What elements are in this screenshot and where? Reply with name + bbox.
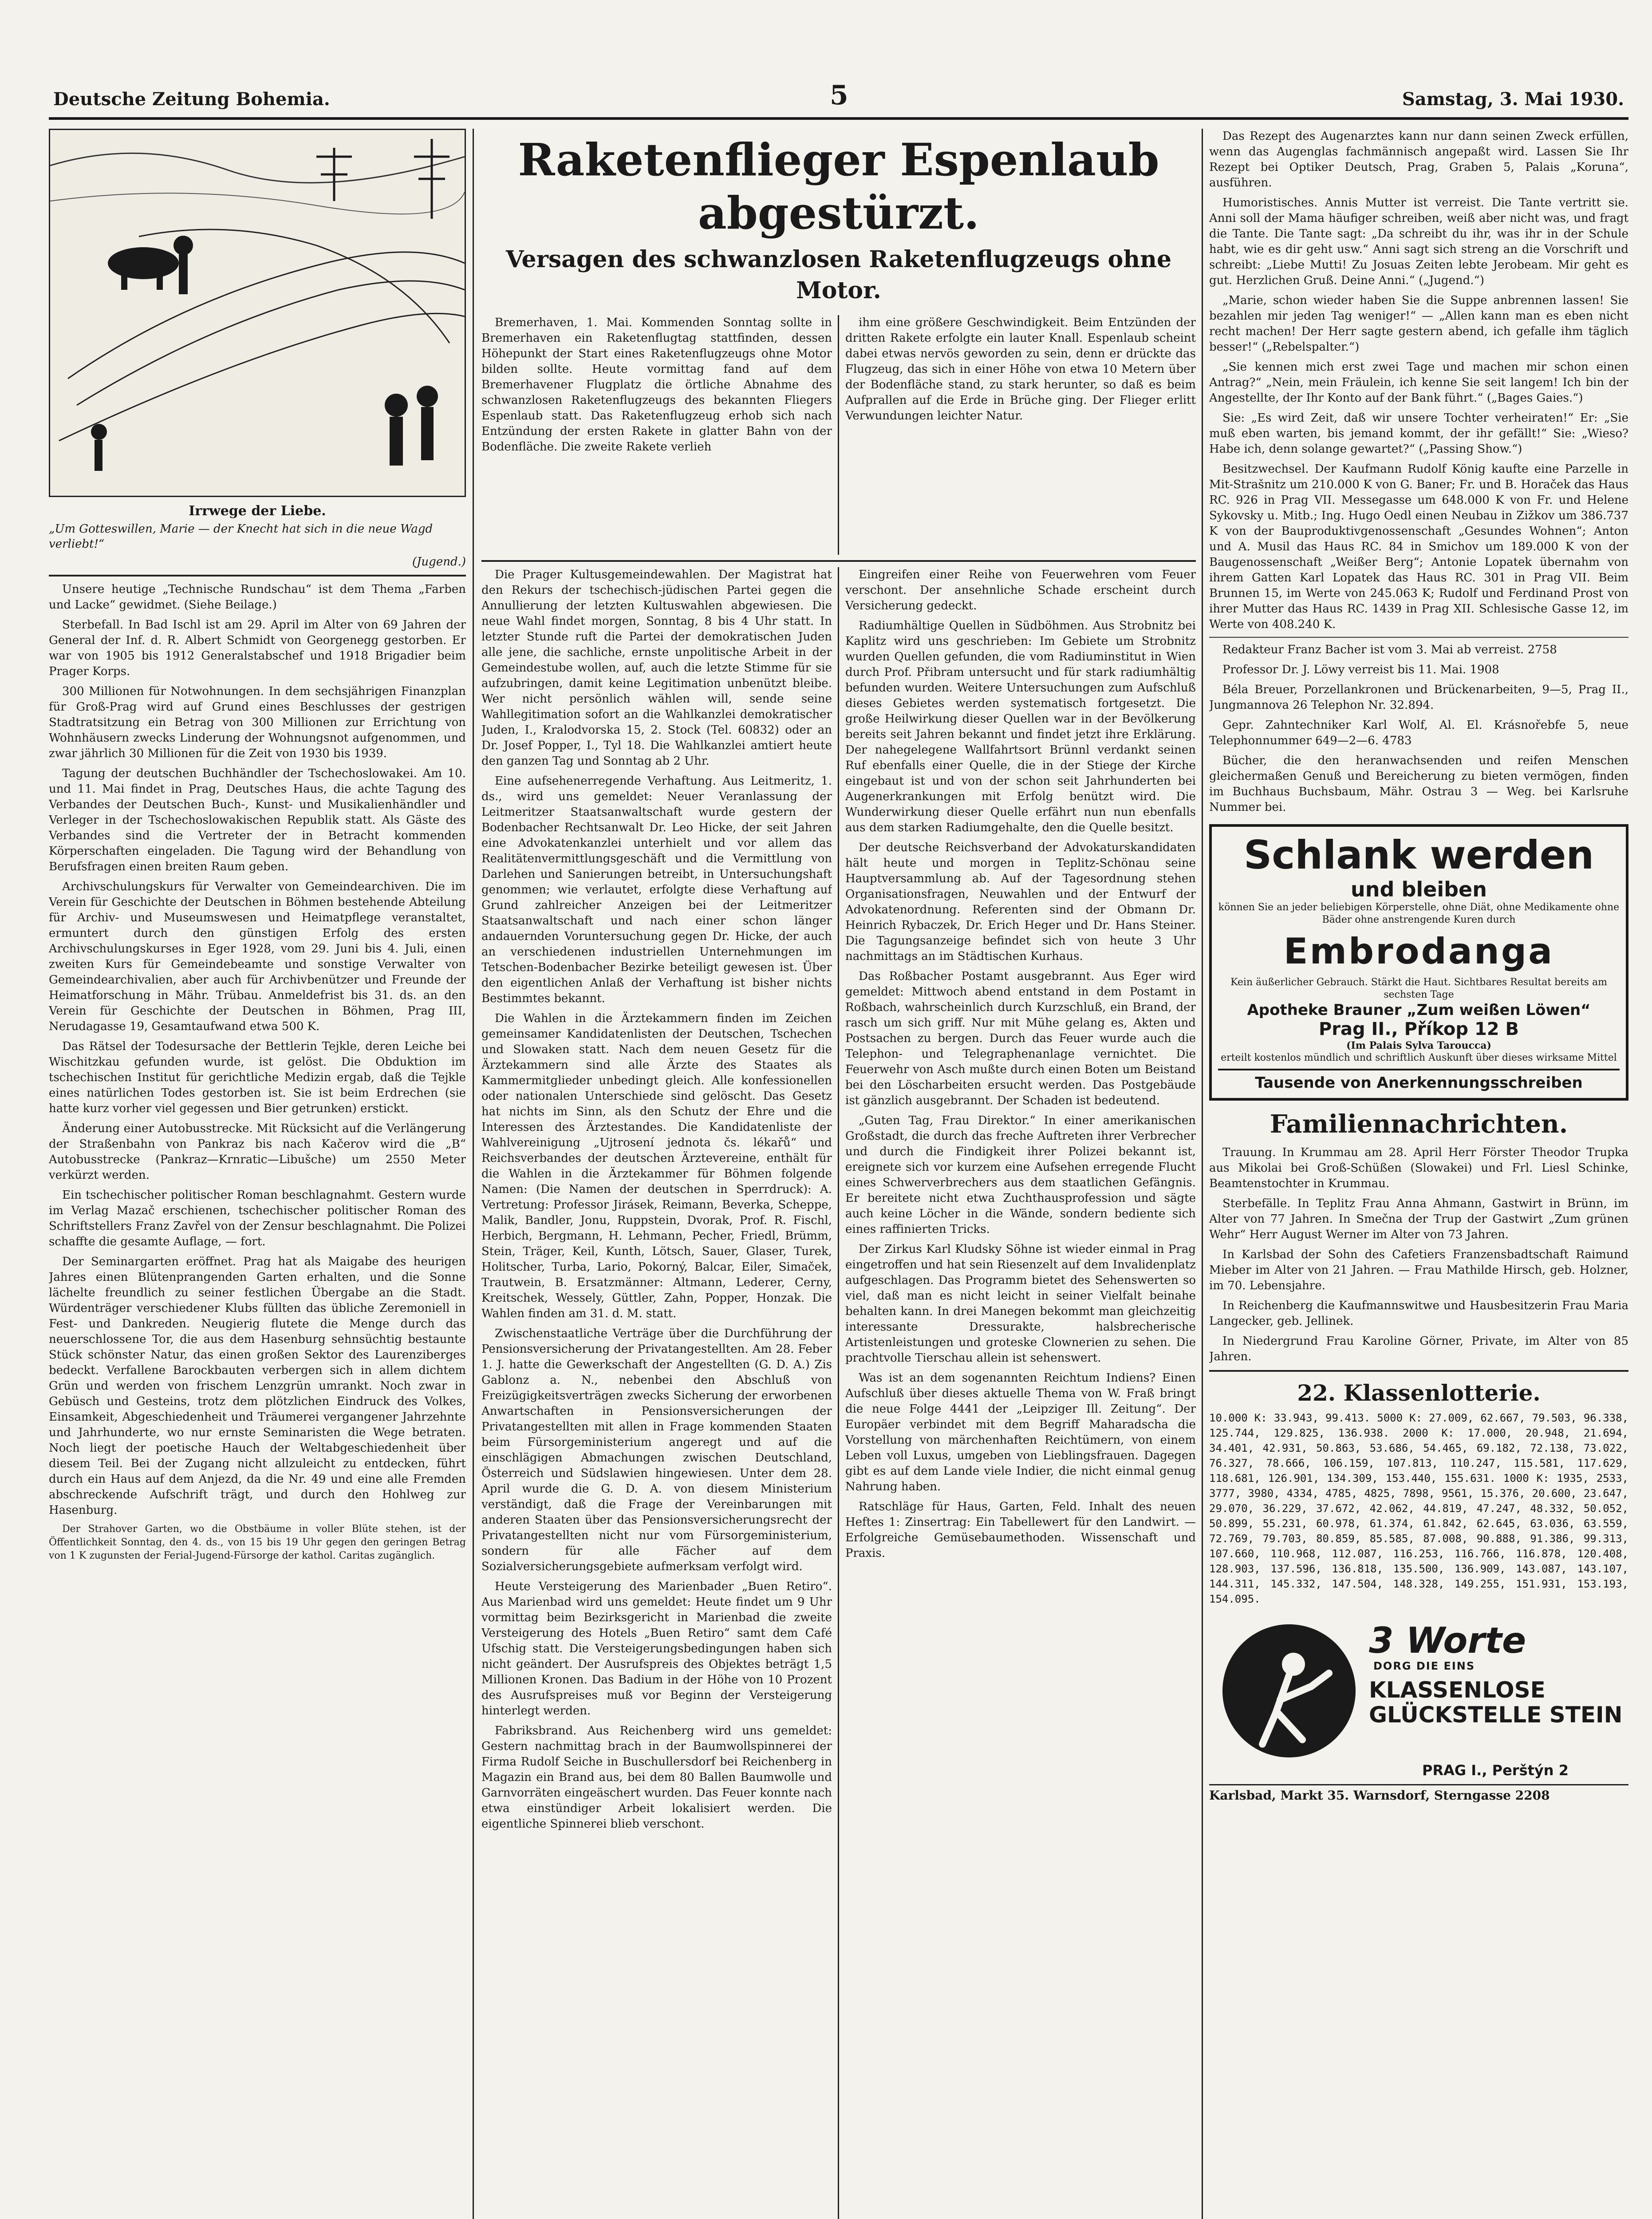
ad-address-note: (Im Palais Sylva Taroucca) bbox=[1346, 1040, 1491, 1051]
article-paragraph: Unsere heutige „Technische Rundschau“ ist dem Thema „Farben und Lacke“ gewidmet. (Siehe Beilage.) bbox=[49, 583, 466, 612]
ad-brand: Embrodanga bbox=[1283, 931, 1554, 972]
illustration-credit: (Jugend.) bbox=[412, 555, 466, 569]
newspaper-page bbox=[49, 75, 1628, 2219]
illustration-title: Irrwege der Liebe. bbox=[189, 503, 326, 519]
article-paragraph: Ratschläge für Haus, Garten, Feld. Inhalt des neuen Heftes 1: Zinsertrag: Ein Tabellewert für den Landwirt. — Erfolgreiche Gemüsebaumethoden. Wissenschaft und Praxis. bbox=[845, 1500, 1196, 1560]
news-columns bbox=[481, 567, 1196, 2219]
article-paragraph: Ein tschechischer politischer Roman beschlagnahmt. Gestern wurde im Verlag Mazač erschienen, tschechischer politischer Roman des Schriftstellers Franz Zavřel von der Zensur beschlagnahmt. Die Polizei schaffte die gesamte Auflage, — fort. bbox=[49, 1188, 466, 1248]
left-column bbox=[49, 129, 466, 2219]
family-notice: Sterbefälle. In Teplitz Frau Anna Ahmann, Gastwirt in Brünn, im Alter von 77 Jahren. In Smečna der Trup der Gastwirt „Zum grünen Wehr“ Herr August Werner im Alter von 73 Jahren. bbox=[1209, 1197, 1628, 1241]
article-paragraph: ihm eine größere Geschwindigkeit. Beim Entzünden der dritten Rakete erfolgte ein lauter Knall. Espenlaub scheint dabei etwas nervös geworden zu sein, denn er drückte das Flugzeug, das sich in einer Höhe von etwa 10 Metern über der Bodenfläche stand, zu stark herunter, so daß es beim Aufprallen auf die Erde in Brüche ging. Der Flieger erlitt Verwundungen leichter Natur. bbox=[845, 316, 1196, 422]
main-subheadline: Versagen des schwanzlosen Raketenflugzeugs ohne Motor. bbox=[505, 246, 1172, 304]
issue-date: Samstag, 3. Mai 1930. bbox=[1402, 89, 1624, 110]
farm-scene-illustration bbox=[50, 130, 465, 496]
article-paragraph: Humoristisches. Annis Mutter ist verreist. Die Tante vertritt sie. Anni soll der Mama häufiger schreiben, weiß aber nicht was, und fragt die Tante. Die Tante sagt: „Da schreibt du ihr, was ihr in der Schule habt, wie es dir geht usw.“ Anni sagt sich streng an die Vorschrift und schreibt: „Liebe Mutti! Zu Josuas Zeiten lebte Jerobeam. Mir geht es gut. Herzlichen Gruß. Deine Anni.“ („Jugend.“) bbox=[1209, 196, 1628, 287]
article-paragraph: Besitzwechsel. Der Kaufmann Rudolf König kaufte eine Parzelle in Mit-Strašnitz um 210.000 K von G. Baner; Fr. und B. Horaček das Haus RC. 926 in Prag VII. Messegasse um 648.000 K von Fr. und Helene Sykovsky u. Mitb.; Ing. Hugo Oedl einen Neubau in Zižkov um 386.737 K von der Bauproduktivgenossenschaft „Gesundes Wohnen“; Anton und A. Musil das Haus RC. 84 in Smichov um 189.000 K von der Baugenossenschaft „Weißer Berg“; Antonie Lopatek übernahm von ihrem Gatten Karl Lopatek das Haus RC. 301 in Prag VII. Beim Brunnen 15, im Werte von 245.063 K; Rudolf und Ferdinand Prost von ihrer Mutter das Haus RC. 1439 in Prag XII. Schlesische Gasse 12, im Werte von 408.240 K. bbox=[1209, 462, 1628, 631]
family-news-heading: Familiennachrichten. bbox=[1270, 1110, 1568, 1139]
ad-tagline: DORG DIE EINS bbox=[1373, 1660, 1475, 1672]
ad-logo-text: 3 Worte bbox=[1369, 1620, 1526, 1661]
optician-notice: Das Rezept des Augenarztes kann nur dann seinen Zweck erfüllen, wenn das Augenglas fachmännisch angepaßt wird. Lassen Sie Ihr Rezept bei Optiker Deutsch, Prag, Graben 5, Palais „Koruna“, ausführen. bbox=[1209, 130, 1628, 190]
classified-notice: Gepr. Zahntechniker Karl Wolf, Al. El. Krásnořebfe 5, neue Telephonnummer 649—2—6. 4783 bbox=[1209, 719, 1628, 747]
article-paragraph: Heute Versteigerung des Marienbader „Buen Retiro“. Aus Marienbad wird uns gemeldet: Heute findet um 9 Uhr vormittag beim Bezirksgericht in Marienbad die zweite Versteigerung des Hotels „Buen Retiro“ samt dem Café Ufschig statt. Die Versteigerungsbedingungen haben sich nicht geändert. Der Ausrufspreis des Objektes beträgt 1,5 Millionen Kronen. Das Badium in der Höhe von 10 Prozent des Ausrufspreises muß vor Beginn der Versteigerung hinterlegt werden. bbox=[481, 1580, 832, 1718]
ad-title: Schlank werden bbox=[1243, 832, 1594, 878]
article-paragraph: „Marie, schon wieder haben Sie die Suppe anbrennen lassen! Sie bezahlen mir jeden Tag weniger!“ — „Allen kann man es eben nicht recht machen! Der Herr sagte gestern abend, ich gefalle ihm täglich besser!“ („Rebelspalter.“) bbox=[1209, 294, 1628, 354]
ad-text: können Sie an jeder beliebigen Körperstelle, ohne Diät, ohne Medikamente ohne Bäder ohne anstrengende Kuren durch bbox=[1218, 902, 1620, 925]
page-number: 5 bbox=[830, 80, 848, 111]
divider bbox=[49, 575, 466, 576]
divider bbox=[1209, 1370, 1628, 1372]
article-paragraph: Sie: „Es wird Zeit, daß wir unsere Tochter verheiraten!“ Er: „Sie muß eben warten, bis jemand kommt, der ihr gefällt!“ Sie: „Wieso? Habe ich, denn solange gewartet?“ („Passing Show.“) bbox=[1209, 411, 1628, 456]
main-headline: Raketenflieger Espenlaub abgestürzt. bbox=[518, 134, 1159, 239]
lead-article bbox=[481, 315, 1196, 555]
column-divider bbox=[1202, 129, 1203, 2219]
embrodanga-advertisement bbox=[1209, 824, 1628, 1101]
article-paragraph: 300 Millionen für Notwohnungen. In dem sechsjährigen Finanzplan für Groß-Prag wird auf Grund eines Beschlusses der gestrigen Stadtratsitzung ein Betrag von 300 Millionen zur Errichtung von Wohnhäusern zwecks Linderung der Wohnungsnot aufgenommen, und zwar jährlich 30 Millionen für die Zeit von 1930 bis 1939. bbox=[49, 685, 466, 760]
classified-notice: Professor Dr. J. Löwy verreist bis 11. Mai. 1908 bbox=[1222, 663, 1499, 676]
divider bbox=[481, 560, 1196, 562]
ad-text: Kein äußerlicher Gebrauch. Stärkt die Haut. Sichtbares Resultat bereits am sechsten Tage bbox=[1230, 977, 1607, 1000]
article-paragraph: Tagung der deutschen Buchhändler der Tschechoslowakei. Am 10. und 11. Mai findet in Prag, Deutsches Haus, die achte Tagung des Verbandes der Deutschen Buch-, Kunst- und Musikalienhändler und Verleger in der Tschechoslowakischen Republik statt. Als Gäste des Verbandes sind die Vertreter der in Betracht kommenden Körperschaften eingeladen. Die Tagung wird der Behandlung von Berufsfragen einen breiten Raum geben. bbox=[49, 767, 466, 873]
article-paragraph: Radiumhältige Quellen in Südböhmen. Aus Strobnitz bei Kaplitz wird uns geschrieben: Im Gebiete um Strobnitz wurden Quellen gefunden, die vom Radiuminstitut in Wien durch Prof. Přibram untersucht und für stark radiumhältig befunden wurden. Weitere Untersuchungen zum Aufschluß dieses Gebietes werden systematisch fortgesetzt. Die große Heilwirkung dieser Quellen war in der Bevölkerung bereits seit Jahren bekannt und findet jetzt ihre Erklärung. Der nahegelegene Wallfahrtsort Brünnl verdankt seinen Ruf ebenfalls einer Quelle, die in der Stiege der Kirche eingebaut ist und von der schon seit Jahrhunderten bei Augenerkrankungen mit Erfolg benützt wird. Die Wunderwirkung dieser Quelle erfährt nun nun ebenfalls aus dem starken Radiumgehalte, den die Quelle besitzt. bbox=[845, 619, 1196, 834]
article-paragraph: Sterbefall. In Bad Ischl ist am 29. April im Alter von 69 Jahren der General der Inf. d. R. Albert Schmidt von Georgenegg gestorben. Er war von 1905 bis 1912 Generalstabschef und 1918 Brigadier beim Prager Korps. bbox=[49, 618, 466, 678]
right-column bbox=[1209, 129, 1628, 2219]
stein-lottery-advertisement bbox=[1209, 1615, 1628, 1802]
column-divider bbox=[838, 567, 839, 2219]
ad-address: PRAG I., Perštýn 2 bbox=[1422, 1762, 1569, 1779]
masthead bbox=[49, 75, 1628, 120]
divider bbox=[1209, 637, 1628, 638]
article-paragraph: Zwischenstaatliche Verträge über die Durchführung der Pensionsversicherung der Privatangestellten. Am 28. Feber 1. J. hatte die Gewerkschaft der Angestellten (G. D. A.) Zis Gablonz a. N., nebenbei den Abschluß von Freizügigkeitsverträgen zwecks Sicherung der erworbenen Anwartschaften in Pensionsversicherungen der Privatangestellten mit allen in Frage kommenden Staaten beim Fürsorgeministerium angeregt und auf die einschlägigen Abmachungen zwischen Deutschland, Österreich und Südslawien hingewiesen. Unter dem 28. April wurde die G. D. A. von diesem Ministerium verständigt, daß die Frage der Vereinbarungen mit anderen Staaten über das Pensionsversicherungsrecht der Privatangestellten nicht nur vom Fürsorgeministerium, sondern für alle Fächer auf dem Sozialversicherungsgebiete aufmerksam verfolgt wird. bbox=[481, 1327, 832, 1573]
classified-notice: Bücher, die den heranwachsenden und reifen Menschen gleichermaßen Genuß und Bereicherung zu bieten vermögen, finden im Buchhaus Buchsbaum, Mähr. Ostrau 3 — Weg. bei Karlsruhe Nummer bei. bbox=[1209, 754, 1628, 814]
article-paragraph: Der Seminargarten eröffnet. Prag hat als Maigabe des heurigen Jahres einen Blütenprangenden Garten erhalten, und die Sonne lächelte freundlich zu seiner festlichen Übergabe an die Stadt. Würdenträger verschiedener Klubs füllten das übliche Zeremoniell in Fest- und Dankreden. Neugierig flutete die Menge durch das neuerschlossene Tor, die aus dem Hasenburg sehnsüchtig bestaunte Stück schönster Natur, das einen großen Sektor des Laurenziberges bedeckt. Verfallene Barockbauten verbergen sich in allem dichtem Grün und werden von frischem Lenzgrün umrankt. Noch zwar in Gebüsch und Gesteins, trotz dem plötzlichen Eindruck des Volkes, Einsamkeit, Abgeschiedenheit und Träumerei vergangener Jahrzehnte und Jahrhunderte, wo nur ernste Seminaristen die Wege betraten. Noch liegt der poetische Hauch der Weltabgeschiedenheit über diesem Teil. Bei der Zugang nicht allzuleicht zu entdecken, führt durch ein Haus auf dem Anjezd, da die Nr. 49 und eine alle Fremden abschreckende Aufschrift trägt, und durch den Hohlweg zur Hasenburg. bbox=[49, 1255, 466, 1517]
article-paragraph: Eine aufsehenerregende Verhaftung. Aus Leitmeritz, 1. ds., wird uns gemeldet: Neuer Veranlassung der Leitmeritzer Staatsanwaltschaft wurde gestern der Bodenbacher Rechtsanwalt Dr. Leo Hicke, der seit Jahren eine Advokatenkanzlei unterhielt und vor allem das Realitätenvermittlungsgeschäft und die Vermittlung von Darlehen und Sanierungen betreibt, in Untersuchungshaft genommen; wie verlautet, erfolgte diese Verhaftung auf Grund zahlreicher Anzeigen bei der Leitmeritzer Staatsanwaltschaft und nach einer schon länger andauernden Voruntersuchung gegen Dr. Hicke, der auch an verschiedenen industriellen Unternehmungen im Tetschen-Bodenbacher Bezirke beteiligt gewesen ist. Über den eigentlichen Anlaß der Verhaftung ist bisher nichts Bestimmtes bekannt. bbox=[481, 774, 832, 1005]
newspaper-name: Deutsche Zeitung Bohemia. bbox=[53, 89, 330, 110]
column-divider bbox=[838, 315, 839, 555]
article-paragraph: Fabriksbrand. Aus Reichenberg wird uns gemeldet: Gestern nachmittag brach in der Baumwollspinnerei der Firma Rudolf Seiche in Buschullersdorf bei Reichenberg in Magazin ein Brand aus, bei dem 80 Ballen Baumwolle und Garnvorräten eingeäschert wurden. Das Feuer konnte nach etwa einstündiger Arbeit lokalisiert werden. Die eigentliche Spinnerei blieb verschont. bbox=[481, 1724, 832, 1831]
ad-subtitle: und bleiben bbox=[1351, 877, 1487, 901]
article-paragraph: Das Roßbacher Postamt ausgebrannt. Aus Eger wird gemeldet: Mittwoch abend entstand in dem Postamt in Roßbach, wahrscheinlich durch Kurzschluß, ein Brand, der rasch um sich griff. Nur mit Mühe gelang es, Akten und Postsachen zu bergen. Durch das Feuer wurde auch die Telephon- und Telegraphenanlage vernichtet. Die Feuerwehr von Asch mußte durch einen Boten um Beistand bei den Löscharbeiten ersucht werden. Das Postgebäude ist gänzlich ausgebrannt. Der Schaden ist bedeutend. bbox=[845, 970, 1196, 1107]
family-notice: In Reichenberg die Kaufmannswitwe und Hausbesitzerin Frau Maria Langecker, geb. Jellinek. bbox=[1209, 1299, 1628, 1328]
article-paragraph: Der deutsche Reichsverband der Advokaturskandidaten hält heute und morgen in Teplitz-Schönau seine Hauptversammlung ab. Auf der Tagesordnung stehen Organisationsfragen, Neuwahlen und der Entwurf der Advokatenordnung. Referenten sind der Obmann Dr. Heinrich Rybaczek, Dr. Erich Heger und Dr. Hans Steiner. Die Tagungsanzeige befindet sich von heute 3 Uhr nachmittags an im Städtischen Kurhaus. bbox=[845, 841, 1196, 963]
classified-notice: Béla Breuer, Porzellankronen und Brückenarbeiten, 9—5, Prag II., Jungmannova 26 Telephon Nr. 32.894. bbox=[1209, 683, 1628, 712]
classified-notice: Redakteur Franz Bacher ist vom 3. Mai ab verreist. 2758 bbox=[1222, 643, 1557, 656]
article-paragraph: Das Rätsel der Todesursache der Bettlerin Tejkle, deren Leiche bei Wischitzkau gefunden wurde, ist gelöst. Die Obduktion im tschechischen Institut für gerichtliche Medizin ergab, daß die Tejkle eines natürlichen Todes gestorben ist. Sie ist beim Erdrechen (sie hatte kurz vorher viel gegessen und Bier getrunken) erstickt. bbox=[49, 1040, 466, 1115]
ad-business-name: KLASSENLOSE GLÜCKSTELLE STEIN bbox=[1369, 1677, 1623, 1728]
ad-pharmacy: Apotheke Brauner „Zum weißen Löwen“ bbox=[1247, 1001, 1591, 1019]
family-notice: In Niedergrund Frau Karoline Görner, Private, im Alter von 85 Jahren. bbox=[1209, 1335, 1628, 1363]
ad-address: Prag II., Příkop 12 B bbox=[1318, 1019, 1519, 1039]
illustration-caption: „Um Gotteswillen, Marie — der Knecht hat sich in die neue Wagd verliebt!“ bbox=[49, 522, 433, 551]
article-paragraph: Bremerhaven, 1. Mai. Kommenden Sonntag sollte in Bremerhaven ein Raketenflugtag stattfinden, dessen Höhepunkt der Start eines Raketenflugzeugs ohne Motor bilden sollte. Heute vormittag fand auf dem Bremerhavener Flugplatz die örtliche Abnahme des schwanzlosen Raketenflugzeugs des bekannten Fliegers Espenlaub statt. Das Raketenflugzeug erhob sich nach Entzündung der ersten Rakete in glatter Bahn von der Bodenfläche. Die zweite Rakete verlieh bbox=[481, 316, 832, 454]
illustration bbox=[49, 129, 466, 497]
article-paragraph: Eingreifen einer Reihe von Feuerwehren vom Feuer verschont. Der ansehnliche Schade erscheint durch Versicherung gedeckt. bbox=[845, 568, 1196, 612]
family-notice: Trauung. In Krummau am 28. April Herr Förster Theodor Trupka aus Mikolai bei Groß-Schüßen (Slowakei) und Frl. Liesl Schinke, Beamtenstochter in Krummau. bbox=[1209, 1146, 1628, 1190]
column-divider bbox=[473, 129, 474, 2219]
center-column bbox=[481, 129, 1196, 2219]
lottery-results: 10.000 K: 33.943, 99.413. 5000 K: 27.009, 62.667, 79.503, 96.338, 125.744, 129.825, 136.938. 2000 K: 17.000, 20.948, 21.694, 34.401, 42.931, 50.863, 53.686, 54.465, 69.182, 72.138, 73.022, 76.327, 78.666, 106.159, 107.813, 110.247, 115.581, 117.629, 118.681, 126.901, 134.309, 153.440, 155.631. 1000 K: 1935, 2533, 3777, 3980, 4334, 4785, 4825, 7898, 9561, 15.376, 20.600, 23.647, 29.070, 36.229, 37.672, 42.062, 44.819, 47.247, 48.332, 50.052, 50.899, 55.231, 60.978, 61.374, 61.842, 62.645, 63.036, 63.559, 72.769, 79.703, 80.859, 85.585, 87.008, 90.888, 91.386, 99.313, 107.660, 110.968, 112.087, 116.253, 116.766, 116.878, 120.408, 128.903, 137.596, 136.818, 135.500, 136.909, 143.087, 143.107, 144.311, 145.332, 147.504, 148.328, 149.255, 151.931, 153.193, 154.095. bbox=[1209, 1412, 1628, 1605]
stein-logo bbox=[1222, 1624, 1356, 1757]
ad-text: erteilt kostenlos mündlich und schriftlich Auskunft über dieses wirksame Mittel bbox=[1221, 1052, 1617, 1063]
article-paragraph: „Guten Tag, Frau Direktor.“ In einer amerikanischen Großstadt, die durch das freche Auftreten ihrer Verbrecher und durch die Findigkeit ihrer Polizei bekannt ist, ereignete sich vor kurzem eine Aufsehen erregende Flucht eines Schwerverbrechers aus dem staatlichen Gefängnis. Er bereitete nicht etwa Zuchthausprofession und sägte auch keine Löcher in die Wände, sondern bediente sich eines raffinierten Tricks. bbox=[845, 1114, 1196, 1236]
article-paragraph: Änderung einer Autobusstrecke. Mit Rücksicht auf die Verlängerung der Straßenbahn von Pankraz bis nach Kačerov wird die „B“ Autobusstrecke (Pankraz—Krnratic—Libušche) um 2550 Meter verkürzt werden. bbox=[49, 1122, 466, 1182]
family-notice: In Karlsbad der Sohn des Cafetiers Franzensbadtschaft Raimund Mieber im Alter von 21 Jahren. — Frau Mathilde Hirsch, geb. Holzner, im 70. Lebensjahre. bbox=[1209, 1248, 1628, 1292]
article-paragraph: Die Wahlen in die Ärztekammern finden im Zeichen gemeinsamer Kandidatenlisten der Deutschen, Tschechen und Slowaken statt. Nach dem neuen Gesetz für die Ärztekammern sind alle Ärzte des Staates als Kammermitglieder unbedingt gleich. Alle konfessionellen oder nationalen Unterschiede sind gelöscht. Das Gesetz hat nichts im Sinn, als den Schutz der Ehre und die Interessen des Ärztestandes. Die Kandidatenliste der Wahlvereinigung „Ujtrosení jednota čs. lékařů“ und Reichsverbandes der deutschen Ärztevereine, enthält für die Wahlen in die Ärztekammer für Böhmen folgende Namen: (Die Namen der deutschen in Sperrdruck): A. Vertretung: Professor Jirásek, Reimann, Beverka, Scheppe, Malik, Bandler, Jonu, Ruppstein, Dvorak, Prof. R. Fischl, Herbich, Bergmann, H. Lehmann, Pecher, Friedl, Brümm, Stein, Träger, Keil, Kunth, Lötsch, Sauer, Glaser, Turek, Holitscher, Turba, Lario, Pokorný, Balcar, Eiler, Simaček, Trautwein, B. Ersatzmänner: Altmann, Lederer, Cerny, Kreitschek, Wessely, Güttler, Zahn, Popper, Honzak. Die Wahlen finden am 31. d. M. statt. bbox=[481, 1012, 832, 1320]
ad-branches: Karlsbad, Markt 35. Warnsdorf, Sterngasse 2208 bbox=[1209, 1784, 1628, 1803]
lottery-heading: 22. Klassenlotterie. bbox=[1297, 1380, 1541, 1406]
figure-icon bbox=[1222, 1624, 1356, 1757]
article-paragraph: Der Strahover Garten, wo die Obstbäume in voller Blüte stehen, ist der Öffentlichkeit Sonntag, den 4. ds., von 15 bis 19 Uhr gegen den geringen Betrag von 1 K zugunsten der Ferial-Jugend-Fürsorge der kathol. Caritas zugänglich. bbox=[49, 1524, 466, 1561]
ad-footer: Tausende von Anerkennungsschreiben bbox=[1218, 1069, 1620, 1092]
article-paragraph: Die Prager Kultusgemeindewahlen. Der Magistrat hat den Rekurs der tschechisch-jüdischen Partei gegen die Annullierung der letzten Kultuswahlen abgewiesen. Die neue Wahl findet morgen, Sonntag, 8 bis 4 Uhr statt. In letzter Stunde ruft die Partei der demokratischen Juden alle jene, die sachliche, ernste unpolitische Arbeit in der Gemeindestube wollen, auf, auch die letzte Stimme für sie aufzubringen, damit keine Legitimation unbenützt bleibe. Wer nicht persönlich wählen will, sende seine Wahllegitimation sofort an die Wahlkanzlei demokratischer Juden, I., Kralodvorska 15, 2. Stock (Tel. 60832) oder an Dr. Josef Popper, I., Tyl 18. Die Wahlkanzlei amtiert heute den ganzen Tag und Sonntag ab 2 Uhr. bbox=[481, 568, 832, 768]
article-paragraph: Der Zirkus Karl Kludsky Söhne ist wieder einmal in Prag eingetroffen und hat sein Riesenzelt auf dem Invalidenplatz aufgeschlagen. Das Programm bietet des Sehenswerten so viel, daß man es nicht leicht in seiner Vielfalt beinahe behalten kann. In drei Manegen bekommt man gleichzeitig interessante Dressurakte, halsbrecherische Artistenleistungen und groteske Clownerien zu sehen. Die prachtvolle Tierschau allein ist sehenswert. bbox=[845, 1243, 1196, 1365]
article-paragraph: „Sie kennen mich erst zwei Tage und machen mir schon einen Antrag?“ „Nein, mein Fräulein, ich kenne Sie seit langem! Ich bin der Angestellte, der Ihr Konto auf der Bank führt.“ („Bages Gaies.“) bbox=[1209, 360, 1628, 405]
article-paragraph: Archivschulungskurs für Verwalter von Gemeindearchiven. Die im Verein für Geschichte der Deutschen in Böhmen bestehende Abteilung für Archiv- und Museumswesen und Heimatpflege veranstaltet, ermuntert durch den günstigen Erfolg des ersten Archivschulungskurses in Eger 1928, vom 29. Juni bis 4. Juli, einen zweiten Kurs für Gemeindebeamte und sonstige Verwalter von Gemeindearchivalien, aber auch für Archivbenützer und Freunde der Heimatforschung in Mähr. Trübau. Anmeldefrist bis 31. ds. an den Verein für Geschichte der Deutschen in Böhmen, Prag III, Nerudagasse 19, Gesamtaufwand etwa 500 K. bbox=[49, 880, 466, 1033]
article-paragraph: Was ist an dem sogenannten Reichtum Indiens? Einen Aufschluß über dieses aktuelle Thema von W. Fraß bringt die neue Folge 4441 der „Leipziger Ill. Zeitung“. Der Europäer verbindet mit dem Begriff Maharadscha die Vorstellung von märchenhaften Reichtümern, von einem Leben voll Luxus, umgeben von Lieblingsfrauen. Dagegen gibt es auf dem Lande viele Indier, die nicht einmal genug Nahrung haben. bbox=[845, 1371, 1196, 1493]
